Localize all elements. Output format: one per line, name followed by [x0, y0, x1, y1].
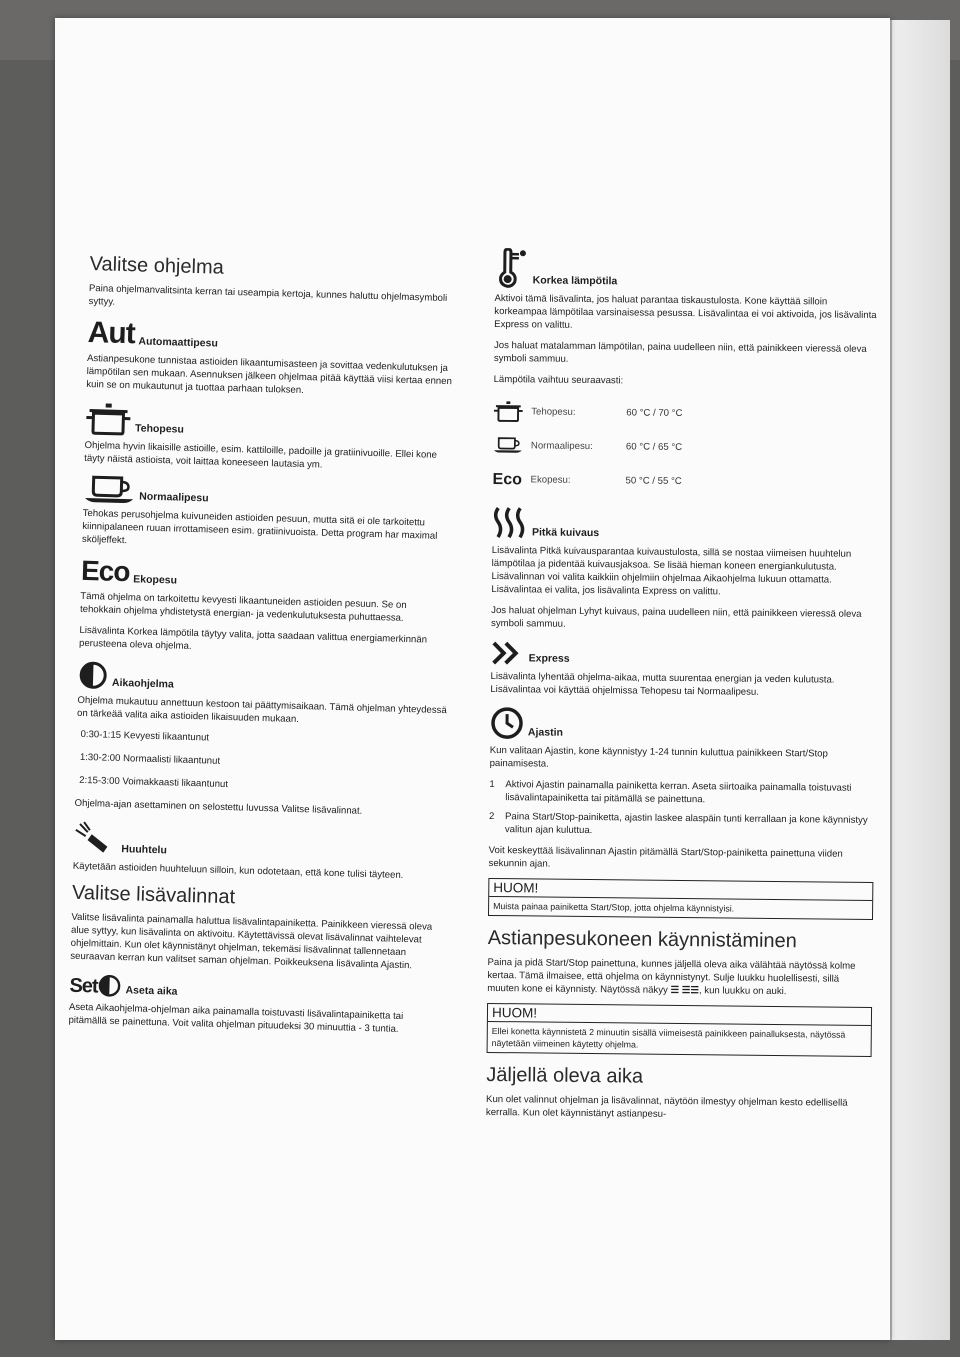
section-title-valitse-ohjelma: Valitse ohjelma: [89, 252, 225, 279]
aikaohjelma-text: Ohjelma mukautuu annettuun kestoon tai päättymisaikaan. Tämä ohjelman yhteydessä on tärkeää valita aika astioiden likaisuuden mukaan.: [76, 694, 447, 726]
express-text: Lisävalinta lyhentää ohjelma-aikaa, mutta suurentaa energian ja veden kulutusta. Lisävalintaa voi käyttää ohjelmissa Tehopesu tai Normaalipesu.: [490, 670, 835, 698]
eco-text-symbol: Eco: [492, 470, 523, 488]
kaynnistaminen-text-end: , kun luukku on auki.: [698, 985, 787, 998]
list-item: [489, 778, 874, 808]
clock-icon: [490, 706, 524, 740]
note-text: Muista painaa painiketta Start/Stop, jotta ohjelma käynnistyisi.: [493, 901, 735, 914]
temperature-row: [492, 462, 877, 500]
list-item: [489, 810, 874, 840]
note-box: [487, 1003, 873, 1057]
korkea-title: Korkea lämpötila: [532, 274, 618, 288]
lisavalinnat-text: Valitse lisävalinta painamalla haluttua lisävalintapainiketta. Painikkeen vieressä oleva alue syttyy, kun lisävalinta on aktivoitu. Käytettävissä olevat lisävalinnat vaihtelevat ohjelmittain. Kun olet käynnistänyt ohjelman, tekemäsi lisävalinnat tallennetaan seuraavan kerran kun valitset saman ohjelman. Poikkeuksena lisävalinta Ajastin.: [70, 911, 433, 972]
kaynnistaminen-text-main: Paina ja pidä Start/Stop painettuna, kunnes jäljellä oleva aika välähtää näytössä kolme kertaa. Tämä ilmaisee, että ohjelma on käynnistynyt. Sulje luukku huolellisesti, sillä muuten kone ei käynnisty. Näytössä näkyy: [487, 956, 856, 996]
heat-waves-icon: [492, 506, 528, 540]
aikaohjelma-heading: [78, 660, 449, 700]
auto-heading: [87, 315, 458, 358]
left-column: [68, 252, 460, 1045]
ajastin-text: Kun valitaan Ajastin, kone käynnistyy 1-24 tunnin kuluttua painikkeen Start/Stop painamisesta.: [489, 744, 828, 770]
temperature-label: Ekopesu:: [530, 473, 571, 486]
note-title: HUOM!: [489, 879, 872, 901]
half-circle-icon: [78, 660, 109, 691]
auto-text: Astianpesukone tunnistaa astioiden likaantumisasteen ja sovittaa vedenkulutuksen ja lämpötilan sen mukaan. Asennuksen jälkeen ohjelmaa pitää käyttää viisi kertaa ennen kuin se on mukautunut ja tuottaa parhaan tuloksen.: [86, 352, 453, 397]
half-circle-icon: [97, 974, 122, 999]
auto-text-symbol: Aut: [87, 315, 136, 351]
section-title-jaljella: Jäljellä oleva aika: [486, 1063, 644, 1088]
tehopesu-title: Tehopesu: [134, 422, 185, 436]
express-title: Express: [528, 652, 570, 665]
tehopesu-heading: [85, 401, 456, 445]
huuhtelu-title: Huuhtelu: [121, 843, 167, 857]
note-title: HUOM!: [488, 1004, 871, 1026]
temperature-label: Normaalipesu:: [530, 439, 593, 452]
bowl-icon: [493, 436, 531, 454]
step-text: Aktivoi Ajastin painamalla painiketta kerran. Aseta siirtoaika painamalla toistuvasti lisävalintapainiketta tai pitämällä se painettuna.: [505, 779, 852, 806]
express-heading: [491, 640, 876, 670]
korkea-text: Aktivoi tämä lisävalinta, jos haluat parantaa tiskaustulosta. Kone käyttää silloin korkeampaa lämpötilaa varsinaisessa pesussa. Lisävalintaa ei voi aktivoida, jos lisävalinta Express on valittu.: [494, 292, 877, 331]
tehopesu-text: Ohjelma hyvin likaisille astioille, esim. kattiloille, padoille ja gratiinivuoille. Ellei kone täyty näistä astioista, voit laittaa koneeseen lautasia ym.: [84, 439, 438, 471]
ajastin-heading: [490, 706, 875, 744]
duration-list: [79, 728, 447, 797]
thermometer-icon: [495, 248, 529, 288]
bowl-icon: [83, 475, 136, 504]
pitka-title: Pitkä kuivaus: [531, 526, 600, 540]
set-text-symbol: Set: [69, 974, 98, 998]
jaljella-text: Kun olet valinnut ohjelman ja lisävalinnat, näytöön ilmestyy ohjelman kesto edellisellä kerralla. Kun olet käynnistänyt astianpesu-: [485, 1093, 848, 1120]
duration-item: 2:15-3:00 Voimakkaasti likaantunut: [79, 774, 229, 791]
korkea-text-2: Jos haluat matalamman lämpötilan, paina uudelleen niin, että painikkeen vieressä oleva symboli sammuu.: [493, 339, 867, 365]
temperature-label: Tehopesu:: [531, 405, 576, 418]
pitka-text: Lisävalinta Pitkä kuivausparantaa kuivaustulosta, sillä se nostaa viimeisen huuhtelun lämpötilaa ja pidentää kuivausjaksoa. Se lisää hieman koneen energiankulutusta. Lisävalinnan voi valita kaikkiin ohjelmiin ohjelmaa Aikaohjelma lukuun ottamatta. Lisävalintaa ei valita, jos lisävalinta Express on valittu.: [491, 544, 852, 598]
temperature-table: [492, 394, 878, 500]
double-chevron-icon: [491, 640, 525, 666]
temperature-value: 60 °C / 70 °C: [626, 406, 683, 419]
aikaohjelma-title: Aikaohjelma: [111, 676, 174, 691]
door-open-bars-icon: ☰ ☰☰: [670, 984, 700, 997]
pitka-text-2: Jos haluat ohjelman Lyhyt kuivaus, paina uudelleen niin, että painikkeen vieressä oleva symboli sammuu.: [491, 604, 862, 630]
huuhtelu-heading: [73, 820, 444, 866]
duration-item: 0:30-1:15 Kevyesti likaantunut: [80, 728, 210, 744]
pitka-heading: [492, 506, 877, 544]
normaalipesu-text: Tehokas perusohjelma kuivuneiden astioiden pesuun, mutta sitä ei ole tarkoitettu kiinnipalaneen ruuan irrottamiseen esim. gratiinivuoista. Detta program har maximal sköljeffekt.: [81, 507, 438, 547]
duration-item: 1:30-2:00 Normaalisti likaantunut: [79, 751, 221, 767]
ajastin-steps: [489, 778, 875, 840]
auto-title: Automaattipesu: [138, 335, 218, 350]
ekopesu-heading: [81, 556, 452, 596]
spray-icon: [73, 820, 118, 857]
intro-text: Paina ohjelmanvalitsinta kerran tai useampia kertoja, kunnes haluttu ohjelmasymboli syttyy.: [88, 282, 448, 308]
pot-icon: [493, 399, 531, 423]
temperature-value: 50 °C / 55 °C: [625, 474, 682, 487]
note-text: Ellei konetta käynnistetä 2 minuutin sisällä viimeisestä painikkeen painalluksesta, näytössä näytetään viimeinen käytetty ohjelma.: [491, 1026, 846, 1050]
aikaohjelma-text-2: Ohjelma-ajan asettaminen on selostettu luvussa Valitse lisävalinnat.: [74, 797, 363, 817]
right-column: [486, 248, 880, 1131]
huuhtelu-text: Käytetään astioiden huuhteluun silloin, kun odotetaan, että kone tulisi täyteen.: [72, 860, 404, 881]
temperature-row: [493, 394, 878, 432]
note-box: [488, 878, 873, 920]
ekopesu-text: Tämä ohjelma on tarkoitettu kevyesti likaantuneiden astioiden pesuun. Se on tehokkain ohjelma yhdistetystä energian- ja vedenkulutuksesta puhuttaessa.: [79, 590, 407, 624]
ajastin-text-2: Voit keskeyttää lisävalinnan Ajastin pitämällä Start/Stop-painiketta painettuna viiden sekunnin ajan.: [488, 844, 843, 870]
ekopesu-text-2: Lisävalinta Korkea lämpötila täytyy valita, jotta saadaan valittua energiamerkinnän perusteena oleva ohjelma.: [78, 624, 428, 652]
step-text: Paina Start/Stop-painiketta, ajastin laskee alaspäin tunti kerrallaan ja kone käynnistyy valitun ajan kuluttua.: [504, 811, 868, 837]
step-number: 2: [488, 810, 495, 823]
ekopesu-title: Ekopesu: [133, 573, 178, 587]
korkea-text-3: Lämpötila vaihtuu seuraavasti:: [493, 373, 624, 387]
temperature-value: 60 °C / 65 °C: [625, 440, 683, 453]
korkea-heading: [495, 248, 880, 292]
ajastin-title: Ajastin: [527, 726, 564, 739]
aseta-aika-text: Aseta Aikaohjelma-ohjelman aika painamalla toistuvasti lisävalintapainiketta tai pitämällä se painettuna. Voit valita ohjelman pituudeksi 30 minuuttia - 3 tuntia.: [68, 1001, 404, 1035]
pot-icon: [85, 401, 132, 436]
kaynnistaminen-text: [487, 956, 872, 999]
step-number: 1: [489, 778, 495, 791]
aseta-aika-title: Aseta aika: [125, 984, 178, 998]
paper-edge: [890, 20, 950, 1340]
temperature-row: [493, 428, 878, 466]
normaalipesu-title: Normaalipesu: [139, 490, 209, 505]
section-title-kaynnistaminen: Astianpesukoneen käynnistäminen: [487, 926, 797, 953]
section-title-lisavalinnat: Valitse lisävalinnat: [71, 881, 236, 909]
eco-text-symbol: Eco: [80, 554, 130, 588]
